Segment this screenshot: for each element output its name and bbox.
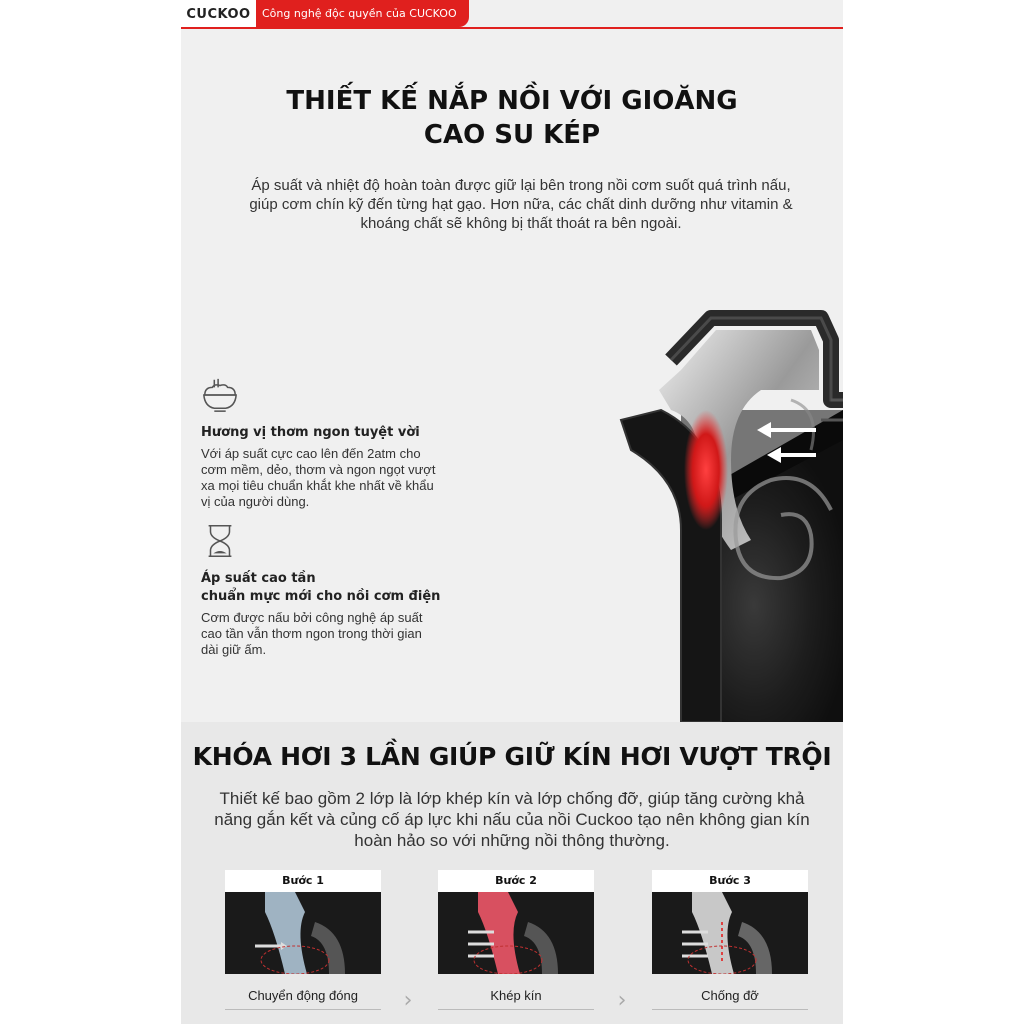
- step-3-image: [652, 892, 808, 974]
- brand-tagline: Công nghệ độc quyền của CUCKOO: [256, 0, 469, 27]
- brand-divider: [181, 27, 843, 29]
- red-gasket: [684, 410, 728, 530]
- feature-pressure-body: Cơm được nấu bởi công nghệ áp suất cao tần vẫn thơm ngon trong thời gian dài giữ ấm.: [201, 610, 423, 657]
- step-2-label: Bước 2: [438, 870, 594, 892]
- brand-logo: CUCKOO: [181, 0, 256, 29]
- section2-intro: Thiết kế bao gồm 2 lớp là lớp khép kín và lớp chống đỡ, giúp tăng cường khả năng gắn kết và củng cố áp lực khi nấu của nồi Cuckoo tạo nên không gian kín hoàn hảo so với những nồi thông thường.: [214, 789, 810, 850]
- step-arrow-1: ›: [403, 988, 413, 1013]
- step-1: [225, 870, 381, 1010]
- rice-bowl-icon: [201, 376, 239, 414]
- hourglass-icon: [201, 522, 239, 560]
- step-arrow-2: ›: [617, 988, 627, 1013]
- step-2-image: [438, 892, 594, 974]
- section1-title-line2: CAO SU KÉP: [423, 120, 601, 150]
- step-1-label: Bước 1: [225, 870, 381, 892]
- section1-title-line1: THIẾT KẾ NẮP NỒI VỚI GIOĂNG: [286, 86, 738, 116]
- feature-pressure: [201, 522, 451, 658]
- section1-intro: Áp suất và nhiệt độ hoàn toàn được giữ lại bên trong nồi cơm suốt quá trình nấu, giúp cơm chín kỹ đến từng hạt gạo. Hơn nữa, các chất dinh dưỡng như vitamin & khoáng chất sẽ không bị thất thoát ra bên ngoài.: [249, 177, 793, 232]
- step-2: [438, 870, 594, 1010]
- steam-lock-section: [181, 722, 843, 1024]
- feature-flavor-body: Với áp suất cực cao lên đến 2atm cho cơm mềm, dẻo, thơm và ngon ngọt vượt xa mọi tiêu chuẩn khắt khe nhất về khẩu vị của người dùng.: [201, 446, 436, 509]
- step-3-caption: Chống đỡ: [652, 988, 808, 1010]
- brand-bar: [181, 0, 843, 29]
- feature-flavor-title: Hương vị thơm ngon tuyệt vời: [201, 425, 420, 440]
- step-3: [652, 870, 808, 1010]
- product-page: [181, 0, 843, 1024]
- step-3-label: Bước 3: [652, 870, 808, 892]
- step-2-caption: Khép kín: [438, 988, 594, 1010]
- feature-pressure-title-line2: chuẩn mực mới cho nồi cơm điện: [201, 589, 441, 604]
- feature-pressure-title-line1: Áp suất cao tần: [201, 571, 316, 586]
- step-1-caption: Chuyển động đóng: [225, 988, 381, 1010]
- section2-title: KHÓA HƠI 3 LẦN GIÚP GIỮ KÍN HƠI VƯỢT TRỘI: [192, 742, 832, 771]
- step-1-image: [225, 892, 381, 974]
- gasket-illustration: [431, 310, 843, 722]
- feature-flavor: [201, 376, 451, 510]
